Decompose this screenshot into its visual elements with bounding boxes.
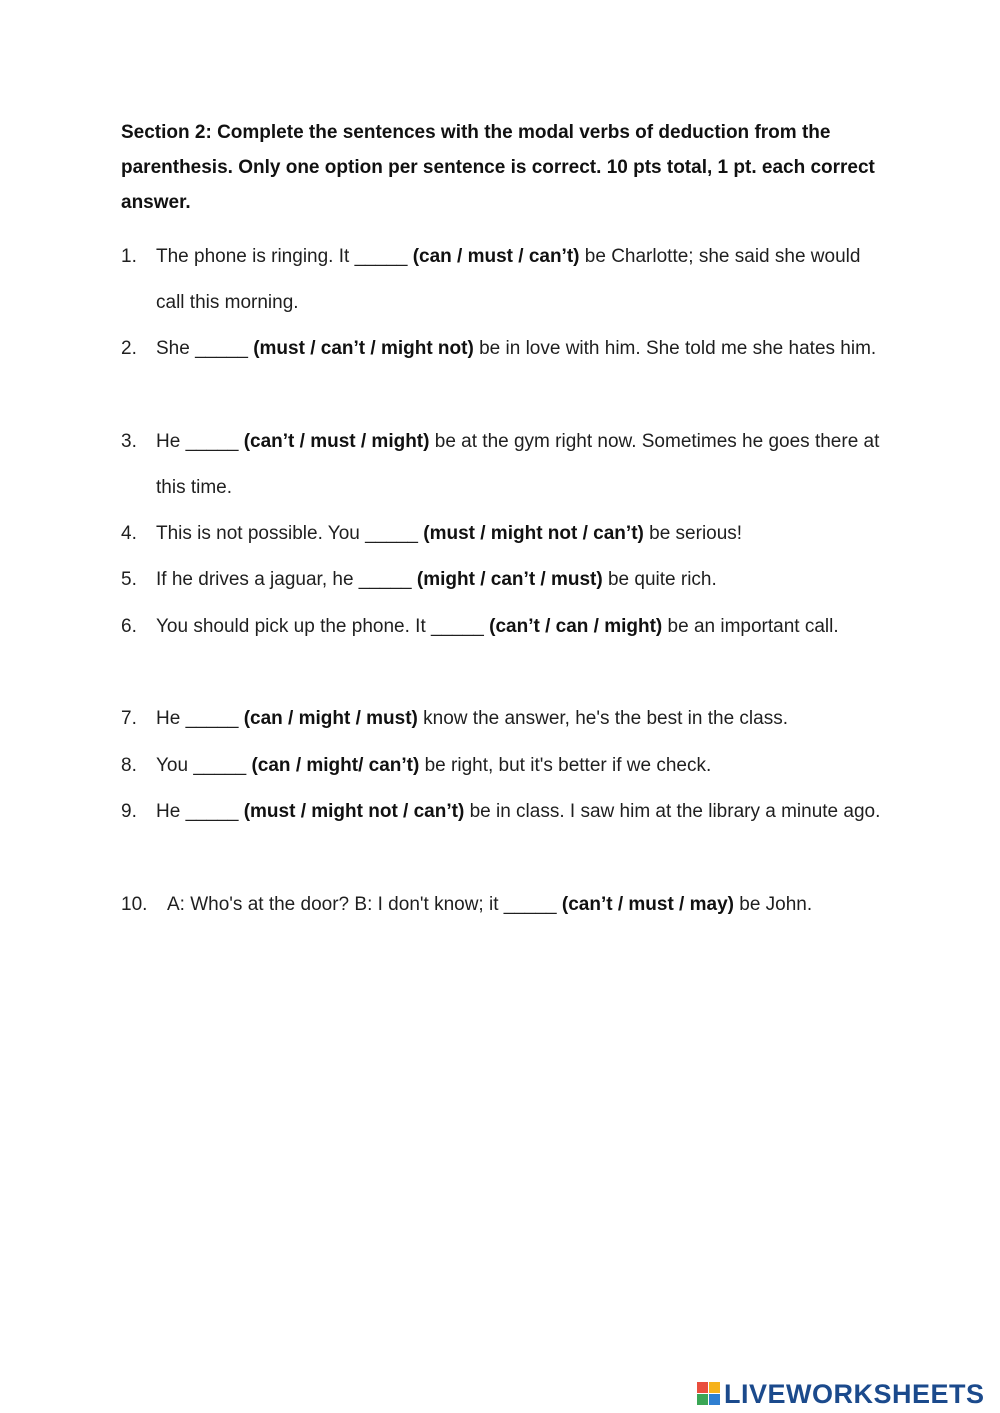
question-text-after: be an important call.: [662, 616, 839, 637]
question-text: [156, 604, 881, 650]
question-item: [121, 557, 911, 603]
question-text-before: The phone is ringing. It _____: [156, 246, 413, 267]
question-text-after: be Charlotte; she said she would call this morning.: [156, 246, 861, 313]
question-options: (can’t / can / might): [489, 616, 663, 637]
question-text-after: be serious!: [643, 523, 743, 544]
question-text-after: be in love with him. She told me she hates him.: [473, 338, 877, 359]
question-text-before: He _____: [156, 801, 244, 822]
question-item: [121, 696, 911, 742]
question-number: 1.: [121, 246, 137, 267]
question-options: (can’t / must / might): [243, 431, 430, 452]
question-item: [121, 419, 911, 511]
liveworksheets-logo-icon: [697, 1382, 721, 1406]
question-item: [121, 326, 911, 372]
question-text: [156, 511, 881, 557]
liveworksheets-watermark: [697, 1378, 985, 1410]
question-number: 7.: [121, 708, 137, 729]
question-options: (can / might / must): [243, 708, 418, 729]
question-number: 9.: [121, 801, 137, 822]
question-text: [156, 789, 881, 835]
question-number: 6.: [121, 616, 137, 637]
question-text: [156, 743, 881, 789]
question-text: [167, 882, 892, 928]
question-text-before: She _____: [156, 338, 254, 359]
question-text-before: A: Who's at the door? B: I don't know; it _____: [167, 894, 562, 915]
question-item: [121, 882, 911, 928]
question-options: (must / might not / can’t): [243, 801, 465, 822]
question-number: 4.: [121, 523, 137, 544]
question-text-after: be quite rich.: [602, 569, 717, 590]
watermark-brand-text: LIVEWORKSHEETS: [724, 1379, 985, 1409]
question-text-after: be John.: [733, 894, 813, 915]
question-text-after: be at the gym right now. Sometimes he goes there at this time.: [156, 431, 880, 498]
section-instructions: Section 2: Complete the sentences with the modal verbs of deduction from the parenthesis. Only one option per sentence is correct. 10 pts total, 1 pt. each correct answer.: [121, 122, 875, 213]
question-text-before: If he drives a jaguar, he _____: [156, 569, 417, 590]
question-options: (can’t / must / may): [561, 894, 734, 915]
question-text-after: know the answer, he's the best in the class.: [417, 708, 788, 729]
question-item: [121, 789, 911, 835]
question-text: [156, 234, 881, 326]
question-options: (must / can’t / might not): [253, 338, 474, 359]
question-text-before: He _____: [156, 708, 244, 729]
question-text: [156, 557, 881, 603]
question-options: (might / can’t / must): [416, 569, 603, 590]
question-item: [121, 743, 911, 789]
question-text-before: You _____: [156, 755, 252, 776]
logo-tile-icon: [709, 1394, 720, 1405]
question-item: [121, 234, 911, 326]
question-number: 2.: [121, 338, 137, 359]
logo-tile-icon: [709, 1382, 720, 1393]
question-text-before: You should pick up the phone. It _____: [156, 616, 490, 637]
question-options: (can / might/ can’t): [251, 755, 420, 776]
question-number: 8.: [121, 755, 137, 776]
logo-tile-icon: [697, 1382, 708, 1393]
question-text-before: He _____: [156, 431, 244, 452]
question-text: [156, 419, 881, 511]
question-number: 5.: [121, 569, 137, 590]
question-item: [121, 604, 911, 650]
question-text-after: be right, but it's better if we check.: [419, 755, 712, 776]
question-item: [121, 511, 911, 557]
question-options: (can / must / can’t): [412, 246, 580, 267]
question-text-after: be in class. I saw him at the library a minute ago.: [464, 801, 881, 822]
question-text-before: This is not possible. You _____: [156, 523, 424, 544]
question-text: [156, 696, 881, 742]
question-text: [156, 326, 881, 372]
question-number: 3.: [121, 431, 137, 452]
question-number: 10.: [121, 894, 148, 915]
question-options: (must / might not / can’t): [423, 523, 644, 544]
logo-tile-icon: [697, 1394, 708, 1405]
